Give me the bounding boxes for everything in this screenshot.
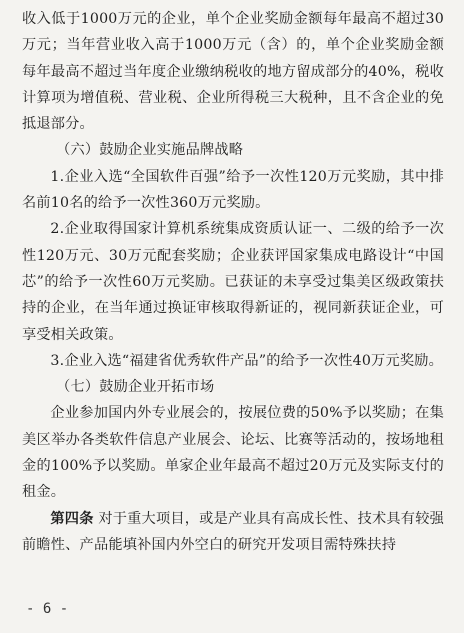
paragraph-item-3: 3.企业入选“福建省优秀软件产品”的给予一次性40万元奖励。 xyxy=(50,352,443,369)
page-number: - 6 - xyxy=(26,601,69,617)
section-heading-brand-strategy: （六）鼓励企业实施品牌战略 xyxy=(56,142,244,159)
paragraph-continuation: 收入低于1000万元的企业，单个企业奖励金额每年最高不超过30万元；当年营业收入高于1000万元（含）的，单个企业奖励金额每年最高不超过当年度企业缴纳税收的地方留成部分的40%，税收计算项为增值税、营业税、企业所得税三大税种，且不含企业的免抵退部分。 xyxy=(22,11,444,133)
section-heading-market-expansion: （七）鼓励企业开拓市场 xyxy=(56,379,215,396)
paragraph-article-4 xyxy=(22,506,444,559)
article-label: 第四条 xyxy=(50,510,94,527)
paragraph-market: 企业参加国内外专业展会的，按展位费的50%予以奖励；在集美区举办各类软件信息产业展会、论坛、比赛等活动的，按场地租金的100%予以奖励。单家企业年最高不超过20万元及实际支付的租金。 xyxy=(22,405,444,501)
paragraph-item-1: 1.企业入选“全国软件百强”给予一次性120万元奖励，其中排名前10名的给予一次性360万元奖励。 xyxy=(22,168,444,212)
document-body xyxy=(22,6,444,558)
article-text: 对于重大项目，或是产业具有高成长性、技术具有较强前瞻性、产品能填补国内外空白的研究开发项目需特殊扶持 xyxy=(22,510,444,553)
paragraph-item-2: 2.企业取得国家计算机系统集成资质认证一、二级的给予一次性120万元、30万元配套奖励；企业获评国家集成电路设计“中国芯”的给予一次性60万元奖励。已获证的未享受过集美区级政策扶持的企业，在当年通过换证审核取得新证的，视同新获证企业，可享受相关政策。 xyxy=(22,221,444,343)
